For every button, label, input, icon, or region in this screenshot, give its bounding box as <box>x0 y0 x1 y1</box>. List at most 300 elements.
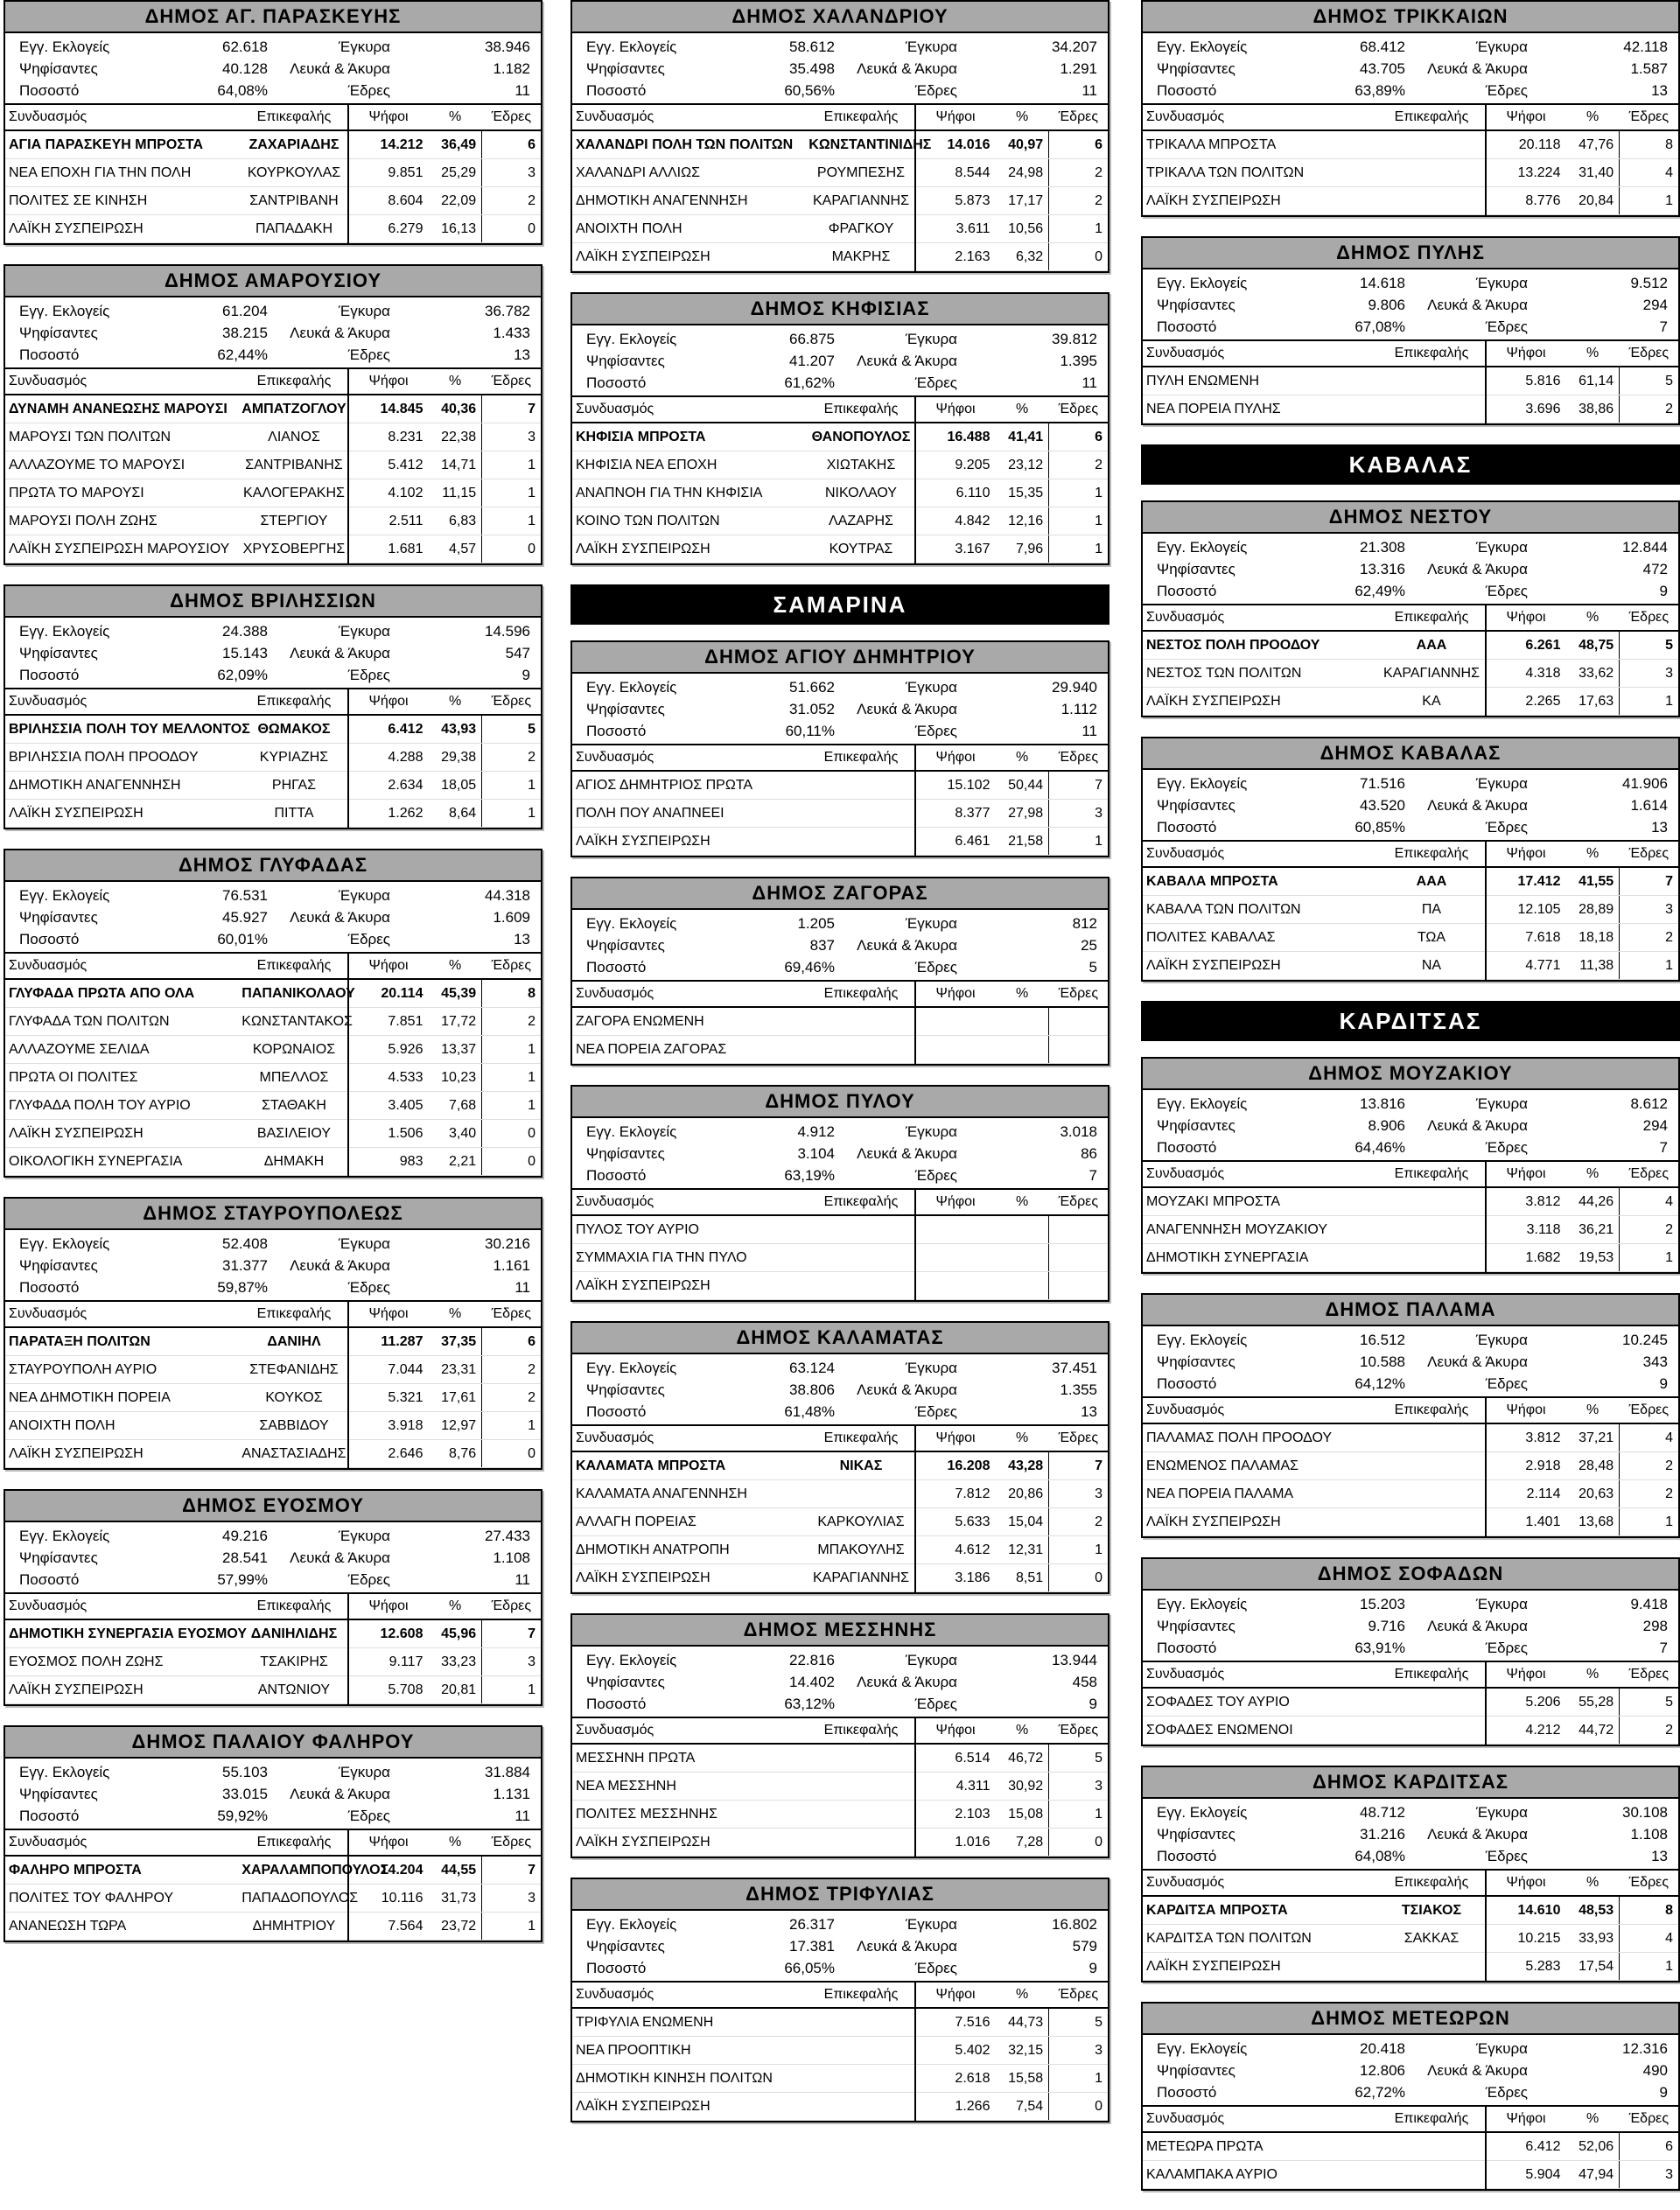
municipality-title: ΔΗΜΟΣ ΕΥΟΣΜΟΥ <box>5 1491 541 1522</box>
stat-value: 36.782 <box>485 303 530 319</box>
party-name: ΠΑΛΑΜΑΣ ΠΟΛΗ ΠΡΟΟΔΟΥ <box>1143 1423 1378 1452</box>
stat-value: 76.531 <box>222 887 268 904</box>
stat-value: 1.587 <box>1630 60 1668 77</box>
vote-percent: 44,73 <box>995 2008 1048 2037</box>
vote-percent: 12,16 <box>995 507 1048 535</box>
stat-value: 11 <box>514 1279 530 1296</box>
column-header: Επικεφαλής <box>808 1189 914 1215</box>
stats-grid <box>572 33 1108 103</box>
table-row <box>1143 367 1678 395</box>
municipality-title: ΔΗΜΟΣ ΧΑΛΑΝΔΡΙΟΥ <box>572 2 1108 33</box>
stat-value: 1.108 <box>493 1549 530 1566</box>
party-leader <box>808 2065 914 2093</box>
vote-count: 3.696 <box>1486 395 1566 423</box>
seat-count: 2 <box>1049 159 1108 187</box>
stat-value: 17.381 <box>789 1938 835 1955</box>
column-header: Συνδυασμός <box>5 1593 241 1619</box>
municipality-title: ΔΗΜΟΣ ΚΑΡΔΙΤΣΑΣ <box>1143 1767 1678 1799</box>
municipality-block <box>4 1489 542 1706</box>
vote-percent: 43,93 <box>428 715 481 744</box>
stat-value: 57,99% <box>217 1571 268 1588</box>
seat-count: 4 <box>1620 1925 1678 1953</box>
party-leader <box>1378 2161 1485 2189</box>
stat-label: Έδρες <box>347 931 390 948</box>
party-name: ΤΡΙΚΑΛΑ ΤΩΝ ΠΟΛΙΤΩΝ <box>1143 159 1378 187</box>
municipality-title: ΔΗΜΟΣ ΒΡΙΛΗΣΣΙΩΝ <box>5 586 541 618</box>
stat-label: Ποσοστό <box>1157 82 1217 99</box>
party-leader: ΛΙΑΝΟΣ <box>241 423 347 451</box>
vote-count: 5.283 <box>1486 1953 1566 1981</box>
stat-label: Εγγ. Εκλογείς <box>1157 1804 1248 1821</box>
column-header: Ψήφοι <box>348 1301 429 1327</box>
vote-percent: 31,40 <box>1565 159 1619 187</box>
column-header: Έδρες <box>1620 605 1678 631</box>
vote-count: 7.812 <box>915 1480 996 1508</box>
table-header-row <box>1143 605 1678 631</box>
vote-percent: 17,17 <box>995 187 1048 215</box>
table-row <box>5 215 541 243</box>
stats-grid <box>572 1911 1108 1981</box>
stat-label: Εγγ. Εκλογείς <box>586 331 677 347</box>
stat-value: 60,56% <box>784 82 835 99</box>
stat-value: 59,87% <box>217 1279 268 1296</box>
party-leader: ΘΩΜΑΚΟΣ <box>241 715 347 744</box>
party-name: ΝΕΑ ΠΡΟΟΠΤΙΚΗ <box>572 2037 808 2065</box>
party-name: ΟΙΚΟΛΟΓΙΚΗ ΣΥΝΕΡΓΑΣΙΑ <box>5 1148 241 1176</box>
stat-value: 15.203 <box>1360 1596 1405 1612</box>
results-table <box>1143 2105 1678 2189</box>
seat-count: 1 <box>1620 1244 1678 1272</box>
vote-percent: 31,73 <box>428 1885 481 1913</box>
party-name: ΒΡΙΛΗΣΣΙΑ ΠΟΛΗ ΠΡΟΟΔΟΥ <box>5 744 241 772</box>
results-table <box>1143 1869 1678 1981</box>
stat-value: 45.927 <box>222 909 268 926</box>
seat-count <box>1049 1272 1108 1300</box>
table-row <box>5 1913 541 1941</box>
vote-count: 2.163 <box>915 243 996 271</box>
municipality-title: ΔΗΜΟΣ ΠΥΛΟΥ <box>572 1087 1108 1118</box>
seat-count: 1 <box>482 479 541 507</box>
column-header: Ψήφοι <box>915 1425 996 1451</box>
seat-count: 7 <box>1049 771 1108 800</box>
seat-count: 3 <box>1049 1773 1108 1801</box>
stat-value: 62,44% <box>217 346 268 363</box>
municipality-title: ΔΗΜΟΣ ΑΜΑΡΟΥΣΙΟΥ <box>5 266 541 297</box>
stat-value: 63.124 <box>789 1360 835 1376</box>
stat-value: 1.131 <box>493 1786 530 1802</box>
stat-value: 63,89% <box>1354 82 1405 99</box>
stat-label: Ποσοστό <box>19 931 80 948</box>
table-header-row <box>1143 2106 1678 2132</box>
vote-percent: 23,12 <box>995 451 1048 479</box>
stat-value: 7 <box>1088 1167 1097 1184</box>
seat-count: 1 <box>1620 187 1678 215</box>
party-name: ΔΗΜΟΤΙΚΗ ΣΥΝΕΡΓΑΣΙΑ ΕΥΟΣΜΟΥ <box>5 1619 241 1648</box>
stat-value: 66.875 <box>789 331 835 347</box>
table-row <box>1143 1717 1678 1745</box>
vote-count: 5.321 <box>348 1384 429 1412</box>
party-leader <box>808 2037 914 2065</box>
table-header-row <box>1143 340 1678 367</box>
table-row <box>5 1120 541 1148</box>
stat-value: 30.216 <box>485 1235 530 1252</box>
vote-percent: 20,63 <box>1565 1480 1619 1508</box>
stats-grid <box>1143 2035 1678 2105</box>
stat-value: 12.316 <box>1622 2040 1668 2057</box>
table-row <box>5 1648 541 1676</box>
table-row <box>572 479 1108 507</box>
stat-value: 63,12% <box>784 1696 835 1712</box>
stat-value: 9.716 <box>1368 1618 1405 1634</box>
seat-count: 1 <box>1620 1953 1678 1981</box>
stats-grid <box>1143 33 1678 103</box>
table-row <box>1143 867 1678 896</box>
party-name: ΑΛΛΑΖΟΥΜΕ ΣΕΛΙΔΑ <box>5 1036 241 1064</box>
table-header-row <box>572 396 1108 423</box>
party-name: ΚΗΦΙΣΙΑ ΝΕΑ ΕΠΟΧΗ <box>572 451 808 479</box>
vote-count: 2.265 <box>1486 688 1566 716</box>
table-row <box>5 1036 541 1064</box>
party-name: ΖΑΓΟΡΑ ΕΝΩΜΕΝΗ <box>572 1007 808 1036</box>
column-header: % <box>1565 1397 1619 1423</box>
stat-label: Εγγ. Εκλογείς <box>586 1916 677 1933</box>
party-leader <box>808 1007 914 1036</box>
seat-count: 5 <box>1620 1688 1678 1717</box>
column-header: % <box>1565 2106 1619 2132</box>
stat-value: 14.618 <box>1360 275 1405 291</box>
column-3 <box>1141 0 1680 2210</box>
vote-percent: 6,32 <box>995 243 1048 271</box>
column-header: % <box>1565 1161 1619 1187</box>
table-row <box>1143 1953 1678 1981</box>
stat-label: Ψηφίσαντες <box>1157 60 1236 77</box>
party-name: ΛΑΪΚΗ ΣΥΣΠΕΙΡΩΣΗ <box>572 2093 808 2121</box>
party-leader: ΤΣΑΚΙΡΗΣ <box>241 1648 347 1676</box>
stat-label: Ψηφίσαντες <box>1157 1826 1236 1843</box>
vote-percent: 52,06 <box>1565 2132 1619 2161</box>
column-header: Ψήφοι <box>348 368 429 395</box>
stat-value: 64,08% <box>1354 1848 1405 1864</box>
seat-count: 6 <box>482 1327 541 1356</box>
table-header-row <box>572 981 1108 1007</box>
vote-count: 20.114 <box>348 979 429 1008</box>
table-row <box>1143 130 1678 159</box>
municipality-title: ΔΗΜΟΣ ΤΡΙΚΚΑΙΩΝ <box>1143 2 1678 33</box>
column-header: % <box>1565 1661 1619 1688</box>
stat-label: Λευκά & Άκυρα <box>290 60 390 77</box>
stats-grid <box>1143 1799 1678 1869</box>
table-row <box>572 243 1108 271</box>
municipality-block <box>570 1085 1110 1302</box>
stat-label: Λευκά & Άκυρα <box>290 645 390 661</box>
seat-count: 1 <box>1049 2065 1108 2093</box>
vote-percent: 6,83 <box>428 507 481 535</box>
vote-percent: 19,53 <box>1565 1244 1619 1272</box>
table-row <box>572 1744 1108 1773</box>
stat-value: 13 <box>1651 819 1668 836</box>
region-header: ΣΑΜΑΡΙΝΑ <box>570 584 1110 625</box>
party-name: ΛΑΪΚΗ ΣΥΣΠΕΙΡΩΣΗ <box>572 1272 808 1300</box>
stat-label: Λευκά & Άκυρα <box>857 60 957 77</box>
seat-count: 2 <box>1620 1452 1678 1480</box>
column-header: Επικεφαλής <box>1378 841 1485 867</box>
party-name: ΔΗΜΟΤΙΚΗ ΣΥΝΕΡΓΑΣΙΑ <box>1143 1244 1378 1272</box>
results-table <box>5 367 541 563</box>
column-header: Ψήφοι <box>915 1982 996 2008</box>
vote-count: 6.261 <box>1486 631 1566 660</box>
column-header: Συνδυασμός <box>1143 841 1378 867</box>
party-leader: ΠΑΠΑΔΑΚΗ <box>241 215 347 243</box>
table-row <box>5 1148 541 1176</box>
party-name: ΑΛΛΑΖΟΥΜΕ ΤΟ ΜΑΡΟΥΣΙ <box>5 451 241 479</box>
table-row <box>5 1440 541 1468</box>
stat-label: Ποσοστό <box>19 346 80 363</box>
party-leader: ΔΑΝΙΗΛ <box>241 1327 347 1356</box>
seat-count: 6 <box>1049 130 1108 159</box>
vote-count: 4.771 <box>1486 952 1566 980</box>
stat-value: 71.516 <box>1360 775 1405 792</box>
seat-count: 2 <box>1620 395 1678 423</box>
stat-label: Εγγ. Εκλογείς <box>586 1123 677 1140</box>
seat-count: 1 <box>482 1092 541 1120</box>
column-header: Επικεφαλής <box>241 104 347 130</box>
seat-count: 8 <box>1620 1896 1678 1925</box>
municipality-title: ΔΗΜΟΣ ΠΑΛΑΙΟΥ ΦΑΛΗΡΟΥ <box>5 1727 541 1759</box>
table-row <box>5 507 541 535</box>
party-leader: ΚΑΡΑΓΙΑΝΝΗΣ <box>808 187 914 215</box>
party-name: ΣΟΦΑΔΕΣ ΤΟΥ ΑΥΡΙΟ <box>1143 1688 1378 1717</box>
party-name: ΛΑΪΚΗ ΣΥΣΠΕΙΡΩΣΗ <box>5 1120 241 1148</box>
table-row <box>572 535 1108 563</box>
stats-grid <box>5 618 541 688</box>
stat-value: 13 <box>514 931 530 948</box>
vote-percent: 47,76 <box>1565 130 1619 159</box>
vote-percent <box>995 1272 1048 1300</box>
party-leader: ΣΑΝΤΡΙΒΑΝΗ <box>241 187 347 215</box>
vote-count: 5.816 <box>1486 367 1566 395</box>
party-name: ΚΑΒΑΛΑ ΜΠΡΟΣΤΑ <box>1143 867 1378 896</box>
party-name: ΠΥΛΟΣ ΤΟΥ ΑΥΡΙΟ <box>572 1215 808 1244</box>
stat-value: 62.618 <box>222 38 268 55</box>
column-header: Ψήφοι <box>1486 1870 1566 1896</box>
party-name: ΠΑΡΑΤΑΞΗ ΠΟΛΙΤΩΝ <box>5 1327 241 1356</box>
vote-percent: 7,68 <box>428 1092 481 1120</box>
stat-label: Έγκυρα <box>1475 1332 1528 1348</box>
party-leader <box>808 1744 914 1773</box>
seat-count: 0 <box>482 1440 541 1468</box>
vote-count <box>915 1272 996 1300</box>
stat-value: 31.884 <box>485 1764 530 1780</box>
vote-count: 10.116 <box>348 1885 429 1913</box>
party-leader: ΣΑΚΚΑΣ <box>1378 1925 1485 1953</box>
stat-label: Ψηφίσαντες <box>1157 1353 1236 1370</box>
vote-count: 13.224 <box>1486 159 1566 187</box>
stat-value: 13 <box>1651 82 1668 99</box>
municipality-title: ΔΗΜΟΣ ΠΑΛΑΜΑ <box>1143 1295 1678 1326</box>
stat-label: Εγγ. Εκλογείς <box>19 1764 110 1780</box>
stat-value: 1.182 <box>493 60 530 77</box>
column-header: % <box>995 1982 1048 2008</box>
party-leader: ΧΡΥΣΟΒΕΡΓΗΣ <box>241 535 347 563</box>
municipality-title: ΔΗΜΟΣ ΖΑΓΟΡΑΣ <box>572 878 1108 910</box>
vote-count: 3.611 <box>915 215 996 243</box>
stat-value: 26.317 <box>789 1916 835 1933</box>
vote-count: 4.842 <box>915 507 996 535</box>
column-header: Έδρες <box>482 1593 541 1619</box>
stat-value: 63,91% <box>1354 1640 1405 1656</box>
column-header: % <box>1565 340 1619 367</box>
results-table <box>1143 339 1678 423</box>
column-header: Επικεφαλής <box>1378 605 1485 631</box>
table-header-row <box>572 1425 1108 1451</box>
table-row <box>1143 952 1678 980</box>
column-header: Ψήφοι <box>1486 1661 1566 1688</box>
stat-value: 9 <box>1659 1375 1668 1392</box>
seat-count: 0 <box>1049 1829 1108 1857</box>
vote-percent: 15,58 <box>995 2065 1048 2093</box>
party-name: ΤΡΙΚΑΛΑ ΜΠΡΟΣΤΑ <box>1143 130 1378 159</box>
stat-value: 39.812 <box>1052 331 1097 347</box>
party-leader <box>808 1829 914 1857</box>
vote-count: 14.845 <box>348 395 429 423</box>
municipality-block <box>1141 1557 1680 1746</box>
table-row <box>5 423 541 451</box>
stat-value: 1.609 <box>493 909 530 926</box>
vote-count: 1.262 <box>348 800 429 828</box>
stat-value: 49.216 <box>222 1528 268 1544</box>
vote-count: 6.279 <box>348 215 429 243</box>
column-header: Επικεφαλής <box>241 1593 347 1619</box>
party-leader <box>1378 159 1485 187</box>
stat-label: Ποσοστό <box>19 1808 80 1824</box>
stat-value: 59,92% <box>217 1808 268 1824</box>
seat-count: 8 <box>1620 130 1678 159</box>
party-name: ΛΑΪΚΗ ΣΥΣΠΕΙΡΩΣΗ <box>1143 688 1378 716</box>
stat-value: 38.215 <box>222 325 268 341</box>
table-row <box>572 1801 1108 1829</box>
stat-value: 69,46% <box>784 959 835 976</box>
municipality-block <box>4 0 542 245</box>
table-row <box>572 1773 1108 1801</box>
seat-count: 1 <box>482 451 541 479</box>
party-leader <box>1378 1717 1485 1745</box>
municipality-title: ΔΗΜΟΣ ΚΗΦΙΣΙΑΣ <box>572 294 1108 325</box>
seat-count: 1 <box>1620 1508 1678 1536</box>
party-name: ΑΝΑΝΕΩΣΗ ΤΩΡΑ <box>5 1913 241 1941</box>
stat-value: 1.112 <box>1060 701 1097 717</box>
stat-label: Εγγ. Εκλογείς <box>19 303 110 319</box>
vote-count: 2.634 <box>348 772 429 800</box>
party-leader: ΣΤΑΘΑΚΗ <box>241 1092 347 1120</box>
column-header: Έδρες <box>1620 841 1678 867</box>
column-header: Επικεφαλής <box>241 368 347 395</box>
stat-value: 67,08% <box>1354 318 1405 335</box>
stat-label: Ψηφίσαντες <box>1157 1117 1236 1134</box>
table-row <box>572 771 1108 800</box>
stat-value: 43.705 <box>1360 60 1405 77</box>
table-header-row <box>1143 1661 1678 1688</box>
stat-value: 60,85% <box>1354 819 1405 836</box>
table-row <box>572 1007 1108 1036</box>
municipality-block <box>1141 0 1680 217</box>
column-header: % <box>428 689 481 715</box>
table-header-row <box>572 1189 1108 1215</box>
party-name: ΧΑΛΑΝΔΡΙ ΠΟΛΗ ΤΩΝ ΠΟΛΙΤΩΝ <box>572 130 808 159</box>
party-name: ΑΝΑΠΝΟΗ ΓΙΑ ΤΗΝ ΚΗΦΙΣΙΑ <box>572 479 808 507</box>
stat-label: Ποσοστό <box>1157 819 1217 836</box>
stats-grid <box>1143 770 1678 840</box>
stat-value: 44.318 <box>485 887 530 904</box>
municipality-title: ΔΗΜΟΣ ΜΟΥΖΑΚΙΟΥ <box>1143 1059 1678 1090</box>
stat-label: Ψηφίσαντες <box>586 1145 665 1162</box>
vote-percent: 33,62 <box>1565 660 1619 688</box>
party-name: ΣΤΑΥΡΟΥΠΟΛΗ ΑΥΡΙΟ <box>5 1356 241 1384</box>
stat-value: 38.806 <box>789 1381 835 1398</box>
seat-count: 1 <box>1620 952 1678 980</box>
column-header: Συνδυασμός <box>1143 605 1378 631</box>
stat-label: Έδρες <box>1485 1139 1528 1156</box>
stat-label: Έδρες <box>914 959 957 976</box>
stat-value: 61.204 <box>222 303 268 319</box>
stat-label: Έγκυρα <box>1475 38 1528 55</box>
vote-percent: 37,35 <box>428 1327 481 1356</box>
stat-label: Έγκυρα <box>338 887 390 904</box>
stat-value: 812 <box>1072 915 1097 932</box>
stat-value: 64,08% <box>217 82 268 99</box>
vote-percent: 30,92 <box>995 1773 1048 1801</box>
table-row <box>1143 1187 1678 1216</box>
table-header-row <box>5 689 541 715</box>
stat-label: Εγγ. Εκλογείς <box>19 1528 110 1544</box>
party-name: ΑΝΟΙΧΤΗ ΠΟΛΗ <box>572 215 808 243</box>
vote-percent: 48,75 <box>1565 631 1619 660</box>
stat-value: 63,19% <box>784 1167 835 1184</box>
column-header: Επικεφαλής <box>241 953 347 979</box>
stat-label: Εγγ. Εκλογείς <box>19 623 110 640</box>
stat-label: Έδρες <box>1485 1640 1528 1656</box>
stats-grid <box>1143 534 1678 604</box>
stat-label: Έγκυρα <box>905 1916 957 1933</box>
vote-percent: 12,31 <box>995 1536 1048 1564</box>
table-row <box>572 507 1108 535</box>
column-header: % <box>995 1425 1048 1451</box>
stat-value: 11 <box>1082 82 1097 99</box>
party-leader <box>808 1773 914 1801</box>
seat-count: 1 <box>482 1064 541 1092</box>
municipality-title: ΔΗΜΟΣ ΝΕΣΤΟΥ <box>1143 502 1678 534</box>
table-row <box>5 1619 541 1648</box>
table-row <box>572 2065 1108 2093</box>
party-name: ΠΡΩΤΑ ΤΟ ΜΑΡΟΥΣΙ <box>5 479 241 507</box>
vote-count: 14.204 <box>348 1856 429 1885</box>
vote-percent: 20,81 <box>428 1676 481 1704</box>
vote-count: 7.851 <box>348 1008 429 1036</box>
stats-grid <box>5 1230 541 1300</box>
stat-label: Λευκά & Άκυρα <box>290 1786 390 1802</box>
party-leader <box>808 1801 914 1829</box>
party-name: ΚΑΡΔΙΤΣΑ ΜΠΡΟΣΤΑ <box>1143 1896 1378 1925</box>
vote-count: 1.266 <box>915 2093 996 2121</box>
column-header: Ψήφοι <box>915 104 996 130</box>
vote-count: 5.926 <box>348 1036 429 1064</box>
vote-count: 5.904 <box>1486 2161 1566 2189</box>
party-name: ΑΛΛΑΓΗ ΠΟΡΕΙΑΣ <box>572 1508 808 1536</box>
party-leader: ΣΑΝΤΡΙΒΑΝΗΣ <box>241 451 347 479</box>
stat-value: 3.018 <box>1060 1123 1097 1140</box>
seat-count: 0 <box>1049 243 1108 271</box>
party-leader: ΠΑΠΑΝΙΚΟΛΑΟΥ <box>241 979 347 1008</box>
municipality-block <box>4 849 542 1178</box>
